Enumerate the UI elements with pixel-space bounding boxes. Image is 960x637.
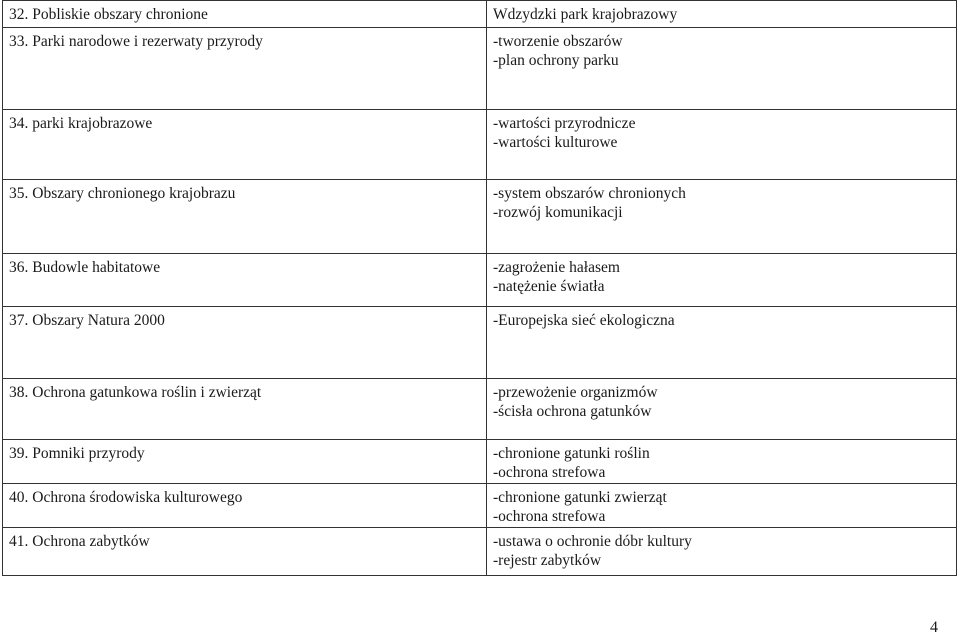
notes-cell	[487, 528, 957, 576]
topic-text: 34. parki krajobrazowe	[9, 115, 153, 132]
topic-text: 33. Parki narodowe i rezerwaty przyrody	[9, 33, 263, 50]
note-line: -ochrona strefowa	[493, 464, 606, 481]
note-line: -plan ochrony parku	[493, 52, 619, 69]
table-row	[3, 379, 957, 440]
notes-cell	[487, 379, 957, 440]
table-row	[3, 254, 957, 307]
note-line: -Europejska sieć ekologiczna	[493, 312, 675, 329]
note-line: -system obszarów chronionych	[493, 185, 686, 202]
topic-cell	[3, 1, 487, 28]
note-line: -wartości kulturowe	[493, 134, 618, 151]
notes-cell	[487, 307, 957, 379]
notes-cell	[487, 254, 957, 307]
topic-text: 35. Obszary chronionego krajobrazu	[9, 185, 236, 202]
topic-text: 38. Ochrona gatunkowa roślin i zwierząt	[9, 384, 262, 401]
topic-cell	[3, 110, 487, 180]
table-row	[3, 307, 957, 379]
table-row	[3, 484, 957, 528]
topic-cell	[3, 307, 487, 379]
topic-cell	[3, 180, 487, 254]
page-number: 4	[930, 619, 938, 636]
table-row	[3, 1, 957, 28]
note-line: -rozwój komunikacji	[493, 204, 623, 221]
notes-cell	[487, 110, 957, 180]
notes-cell	[487, 1, 957, 28]
note-line: -wartości przyrodnicze	[493, 115, 636, 132]
note-line: -tworzenie obszarów	[493, 33, 623, 50]
topic-text: 41. Ochrona zabytków	[9, 533, 150, 550]
topic-text: 32. Pobliskie obszary chronione	[9, 6, 208, 23]
topic-text: 37. Obszary Natura 2000	[9, 312, 165, 329]
note-line: -rejestr zabytków	[493, 552, 602, 569]
topic-cell	[3, 484, 487, 528]
notes-cell	[487, 180, 957, 254]
topic-cell	[3, 440, 487, 484]
note-line: -chronione gatunki zwierząt	[493, 489, 667, 506]
topic-cell	[3, 528, 487, 576]
table-row	[3, 180, 957, 254]
table-row	[3, 110, 957, 180]
note-line: -ścisła ochrona gatunków	[493, 403, 652, 420]
note-line: -przewożenie organizmów	[493, 384, 658, 401]
note-line: -ustawa o ochronie dóbr kultury	[493, 533, 692, 550]
topic-cell	[3, 254, 487, 307]
note-line: -chronione gatunki roślin	[493, 445, 650, 462]
topic-cell	[3, 379, 487, 440]
notes-cell	[487, 440, 957, 484]
topics-table	[2, 0, 957, 576]
table-row	[3, 440, 957, 484]
notes-cell	[487, 28, 957, 110]
topic-text: 36. Budowle habitatowe	[9, 259, 161, 276]
note-line: -natężenie światła	[493, 278, 605, 295]
notes-cell	[487, 484, 957, 528]
note-line: -ochrona strefowa	[493, 508, 606, 525]
topic-text: 40. Ochrona środowiska kulturowego	[9, 489, 243, 506]
table-row	[3, 528, 957, 576]
table-row	[3, 28, 957, 110]
topic-text: 39. Pomniki przyrody	[9, 445, 145, 462]
note-line: -zagrożenie hałasem	[493, 259, 620, 276]
topic-cell	[3, 28, 487, 110]
note-line: Wdzydzki park krajobrazowy	[493, 6, 678, 23]
